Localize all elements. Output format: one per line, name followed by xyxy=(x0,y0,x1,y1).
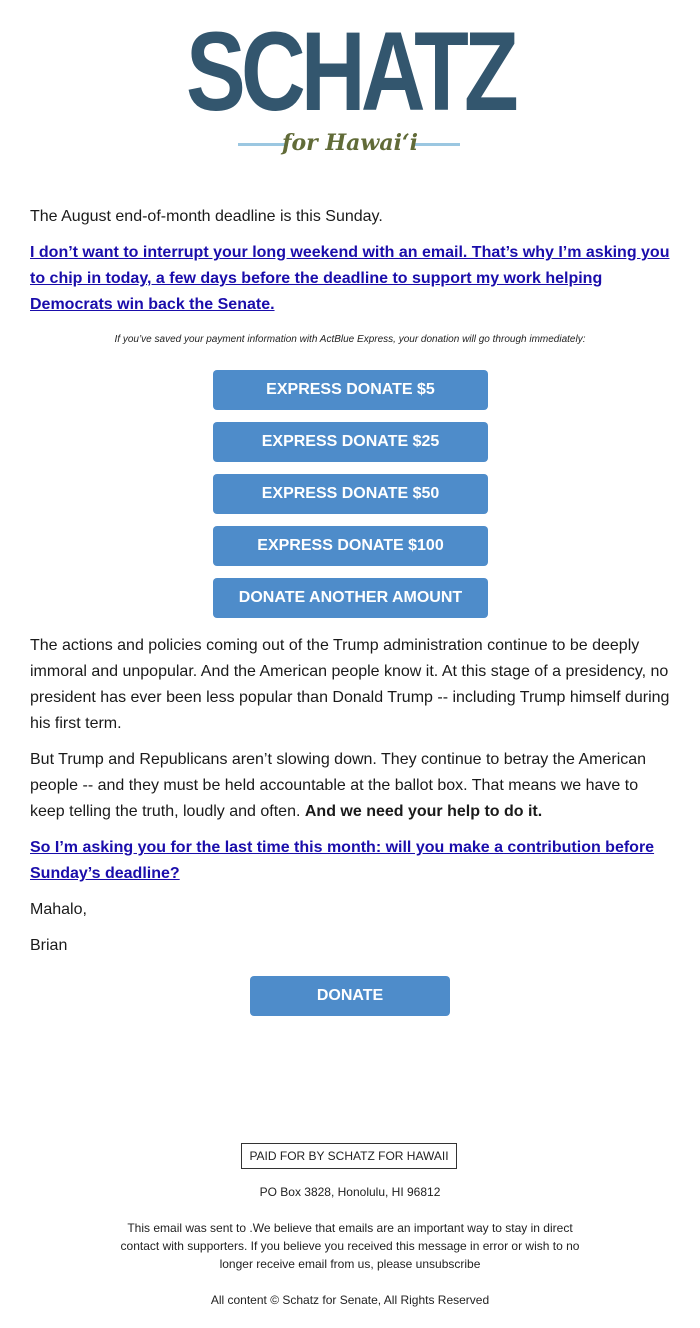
lead-link[interactable]: I don’t want to interrupt your long weekend with an email. That’s why I’m asking you to chip in today, a few days before the deadline to support my work helping Democrats win back the Senate. xyxy=(30,244,670,313)
express-donate-5-button[interactable]: EXPRESS DONATE $5 xyxy=(213,370,488,410)
logo-tagline: for Hawaiʻi xyxy=(282,130,418,156)
body-paragraph-2-bold: And we need your help to do it. xyxy=(304,803,543,820)
footer-copyright: All content © Schatz for Senate, All Rights Reserved xyxy=(210,1293,490,1307)
express-donate-50-button[interactable]: EXPRESS DONATE $50 xyxy=(213,474,488,514)
body-paragraph-2 xyxy=(30,747,672,825)
signature: Brian xyxy=(30,937,68,954)
express-note: If you’ve saved your payment information with ActBlue Express, your donation will go through immediately: xyxy=(114,334,586,345)
express-donate-25-button[interactable]: EXPRESS DONATE $25 xyxy=(213,422,488,462)
footer-notice: This email was sent to .We believe that emails are an important way to stay in direct contact with supporters. If you believe you received this message in error or wish to no longer receive email from us, please unsubscribe xyxy=(120,1221,580,1271)
ask-link[interactable]: So I’m asking you for the last time this month: will you make a contribution before Sunday’s deadline? xyxy=(30,839,655,882)
express-donate-100-button[interactable]: EXPRESS DONATE $100 xyxy=(213,526,488,566)
intro-text: The August end-of-month deadline is this Sunday. xyxy=(30,208,383,225)
schatz-logo xyxy=(0,9,700,168)
body-paragraph-1: The actions and policies coming out of the Trump administration continue to be deeply immoral and unpopular. And the American people know it. At this stage of a presidency, no president has ever been less popular than Donald Trump -- including Trump himself during his first term. xyxy=(30,637,670,732)
donate-button[interactable]: DONATE xyxy=(250,976,450,1016)
donate-another-amount-button[interactable]: DONATE ANOTHER AMOUNT xyxy=(213,578,488,618)
signoff: Mahalo, xyxy=(30,901,87,918)
paid-for-disclaimer: PAID FOR BY SCHATZ FOR HAWAII xyxy=(241,1143,457,1169)
body-paragraph-2-text: But Trump and Republicans aren’t slowing down. They continue to betray the American people -- and they must be held accountable at the ballot box. That means we have to keep telling the truth, loudly and often. xyxy=(30,751,647,820)
logo-wordmark: SCHATZ xyxy=(186,9,514,134)
footer-address: PO Box 3828, Honolulu, HI 96812 xyxy=(259,1185,441,1199)
